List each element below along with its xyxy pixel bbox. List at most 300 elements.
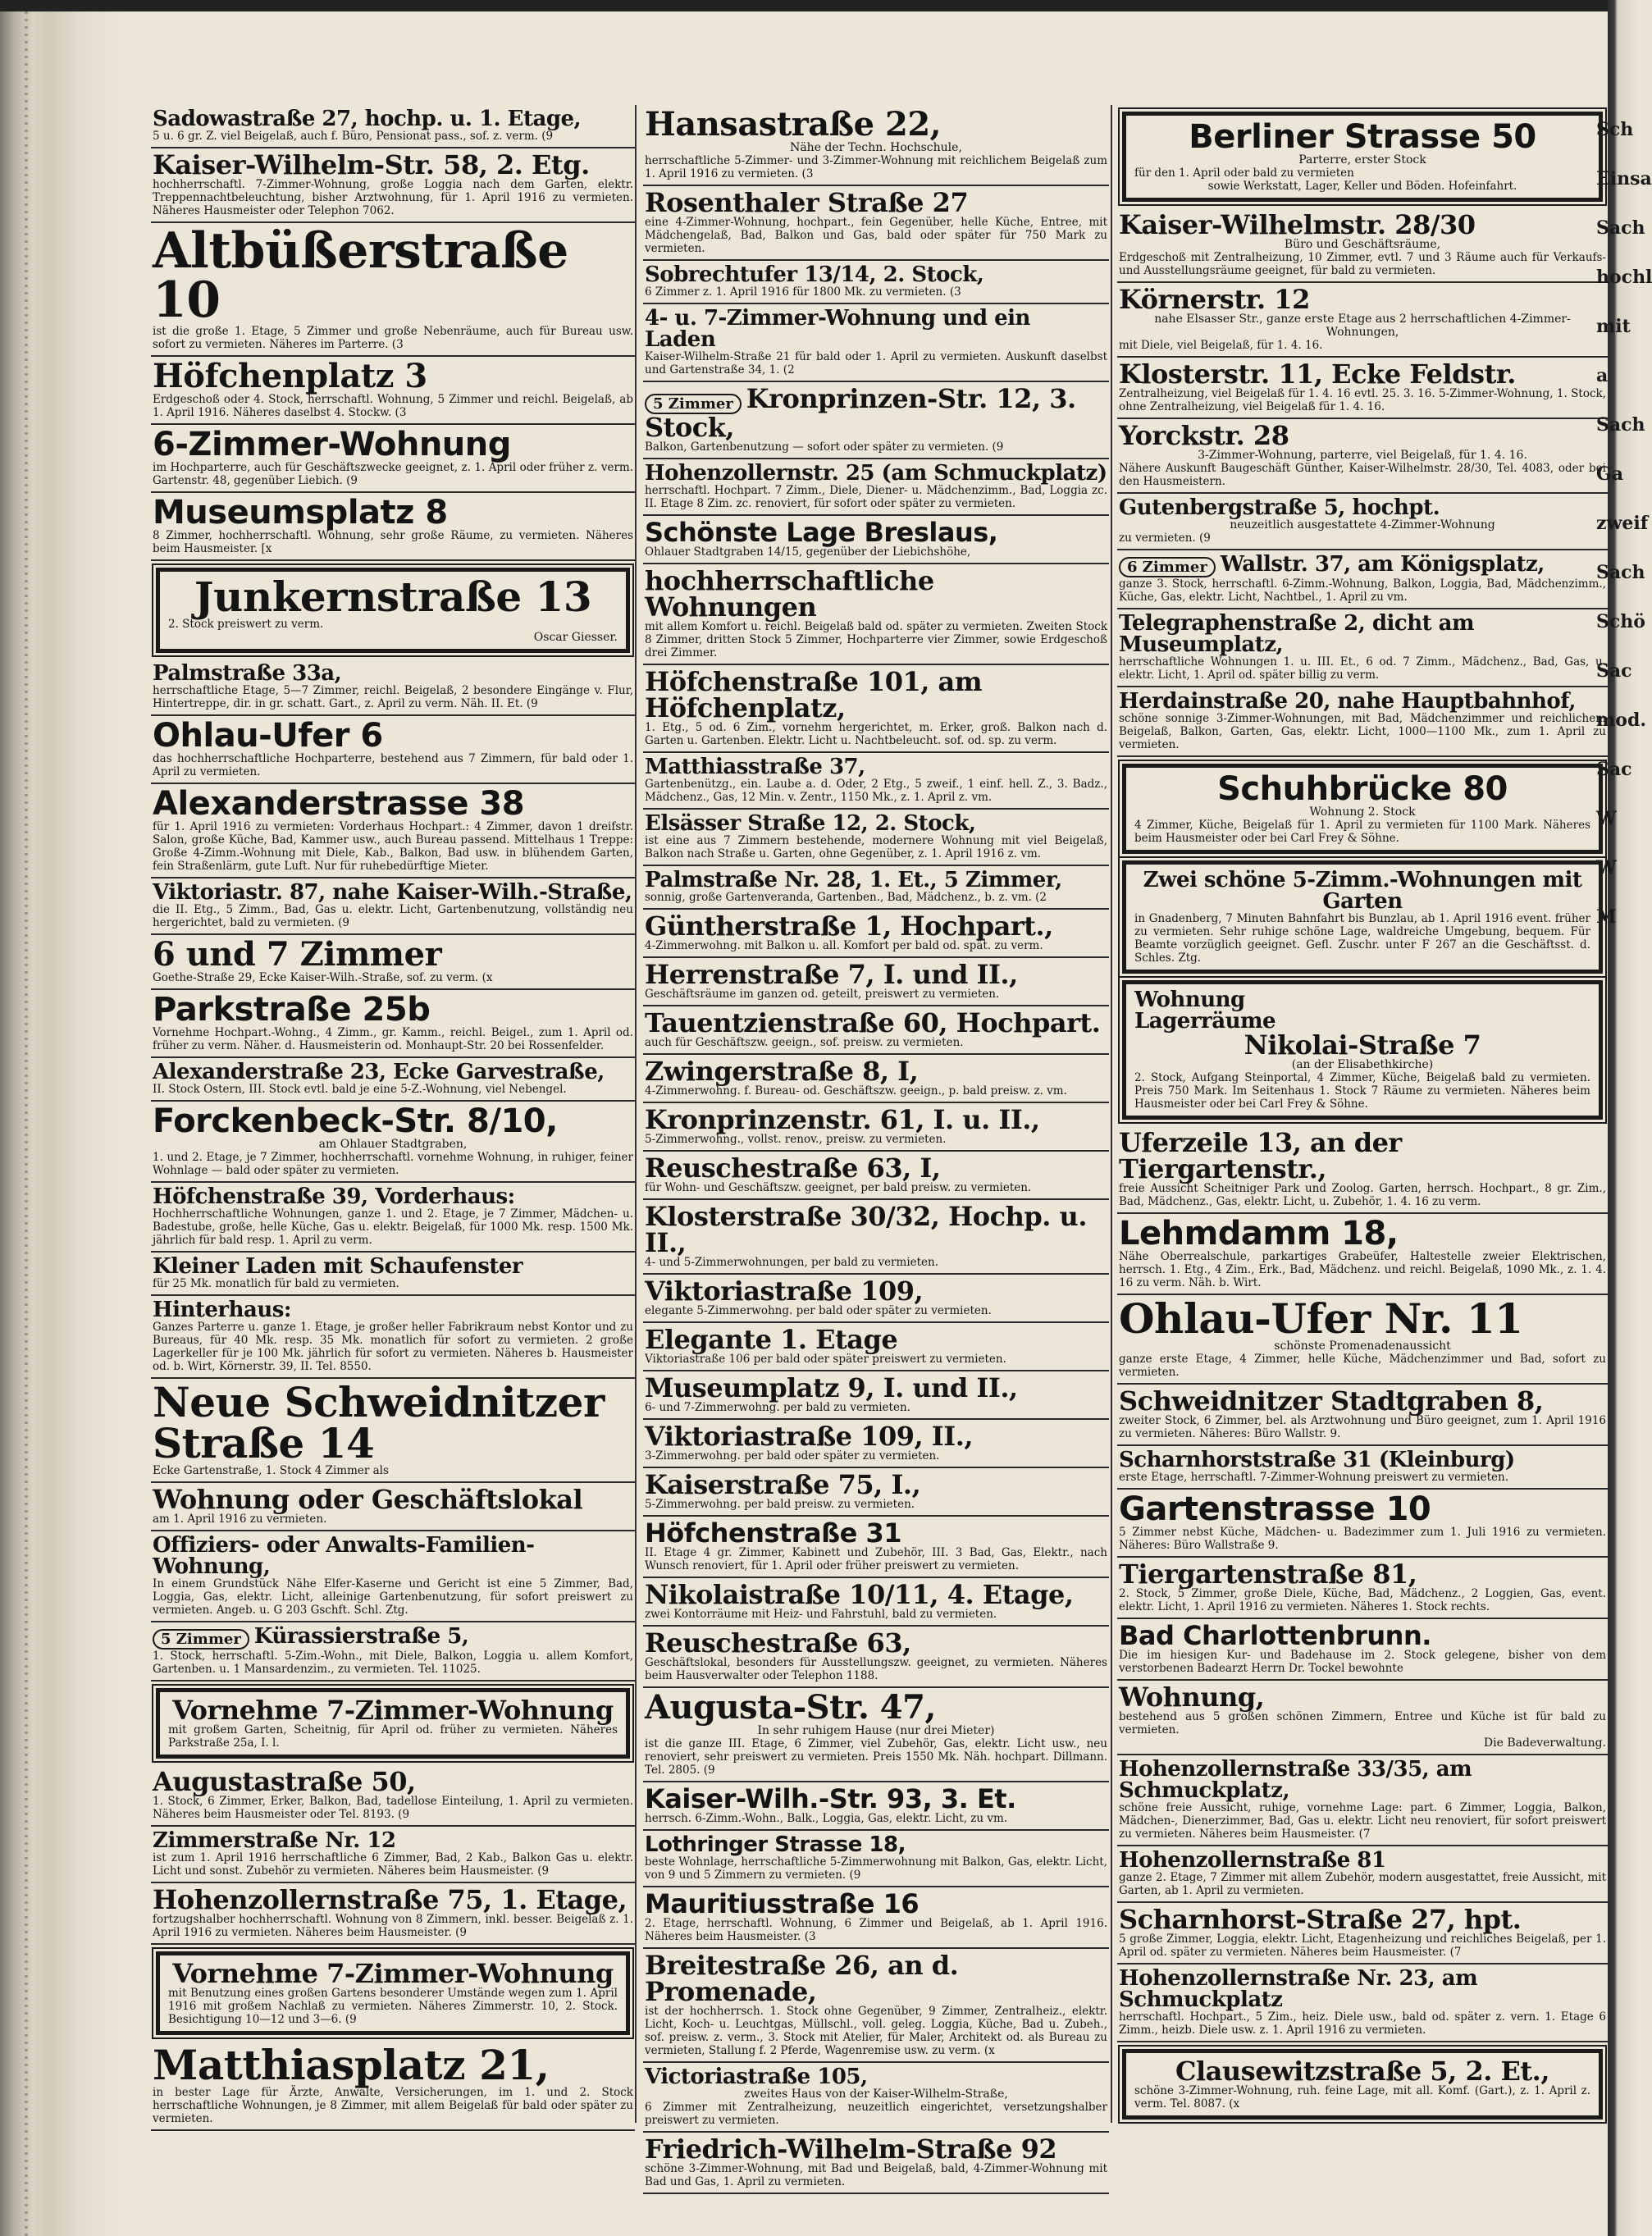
ad-heading: Viktoriastraße 109, II., xyxy=(645,1421,973,1452)
ad-heading: Forckenbeck-Str. 8/10, xyxy=(153,1102,558,1140)
ad-body: beste Wohnlage, herrschaftliche 5-Zimmerwohnung mit Balkon, Gas, elektr. Licht, von 9 und 5 Zimmern zu vermieten. (9 xyxy=(645,1855,1107,1882)
clipped-text: W xyxy=(1596,808,1617,829)
ad-body: 5 Zimmer nebst Küche, Mädchen- u. Badezimmer zum 1. Juli 1916 zu vermieten. Näheres: Büro Wallstraße 9. xyxy=(1119,1526,1606,1552)
advertisement xyxy=(156,568,630,653)
ad-body: bestehend aus 5 großen schönen Zimmern, Entree und Küche ist für bald zu vermieten. xyxy=(1119,1710,1606,1736)
ad-heading: Palmstraße Nr. 28, 1. Et., 5 Zimmer, xyxy=(645,868,1062,892)
ad-heading: Viktoriastraße 109, xyxy=(645,1275,924,1307)
advertisement xyxy=(151,1253,635,1296)
clipped-text: Sac xyxy=(1596,759,1632,780)
ad-body: hochherrschaftl. 7-Zimmer-Wohnung, große Loggia nach dem Garten, elektr. Treppennachtbeleuchtung, bisher Arztwohnung, für 1. April 1916 zu vermieten. Näheres Hausmeister oder Telephon 7062. xyxy=(153,178,633,217)
ad-body: Kaiser-Wilhelm-Straße 21 für bald oder 1. April zu vermieten. Auskunft daselbst und Gartenstraße 34, 1. (2 xyxy=(645,350,1107,376)
advertisement xyxy=(151,223,635,357)
ad-heading: Museumsplatz 8 xyxy=(153,494,448,532)
ad-body: Zentralheizung, viel Beigelaß für 1. 4. 16 evtl. 25. 3. 16. 5-Zimmer-Wohnung, 1. Stock, ohne Zentralheizung, viel Beigelaß für 1. 4. 16. xyxy=(1119,387,1606,413)
ad-body: 4-Zimmerwohng. f. Bureau- od. Geschäftszw. geeign., p. bald preisw. z. vm. xyxy=(645,1084,1067,1097)
advertisement xyxy=(1117,1295,1608,1385)
ad-subheading: nahe Elsasser Str., ganze erste Etage aus 2 herrschaftlichen 4-Zimmer-Wohnungen, xyxy=(1154,313,1571,339)
ad-body: mit Benutzung eines großen Gartens besonderer Umstände wegen zum 1. April 1916 mit großem Nachlaß zu vermieten. Näheres Zimmerstr. 10, 2. Stock. Besichtigung 10—12 und 3—6. (9 xyxy=(168,1987,618,2026)
ad-body: zweiter Stock, 6 Zimmer, bel. als Arztwohnung und Büro geeignet, zum 1. April 1916 zu vermieten. Näheres: Büro Wallstr. 9. xyxy=(1119,1414,1606,1440)
ad-heading: Matthiasstraße 37, xyxy=(645,755,865,779)
ad-body: mit großem Garten, Scheitnig, für April od. früher zu vermieten. Näheres Parkstraße 25a, I. l. xyxy=(168,1723,618,1750)
ad-body: 8 Zimmer, hochherrschaftl. Wohnung, sehr große Räume, zu vermieten. Näheres beim Hausmeister. [x xyxy=(153,529,633,555)
ad-heading: Höfchenplatz 3 xyxy=(153,357,427,395)
ad-body: Nähe Oberrealschule, parkartiges Grabeüfer, Haltestelle zweier Elektrischen, herrsch. 1. Etg., 4 Zim., Erk., Bad, Mädchenz. und reichl. Beigelaß, 1090 Mk., z. 1. 4. 16 zu verm. Näh. b. Wirt. xyxy=(1119,1250,1606,1289)
ad-body: 6 Zimmer mit Zentralheizung, neuzeitlich eingerichtet, versetzungshalber preiswert zu vermieten. xyxy=(645,2101,1107,2127)
ad-heading: Gartenstrasse 10 xyxy=(1119,1490,1431,1528)
ad-heading: 4- u. 7-Zimmer-Wohnung und ein Laden xyxy=(645,306,1030,352)
ad-heading: Schuhbrücke 80 xyxy=(1217,770,1508,808)
advertisement xyxy=(643,186,1109,261)
ad-body: II. Stock Ostern, III. Stock evtl. bald je eine 5-Z.-Wohnung, viel Nebengel. xyxy=(153,1083,567,1096)
advertisement xyxy=(1122,112,1603,202)
advertisement xyxy=(643,1949,1109,2063)
ad-subheading: schönste Promenadenaussicht xyxy=(1274,1339,1451,1353)
ad-body: 2. Etage, herrschaftl. Wohnung, 6 Zimmer und Beigelaß, ab 1. April 1916. Näheres beim Hausmeister. (3 xyxy=(645,1917,1107,1943)
advertisement xyxy=(643,1371,1109,1420)
ad-body: Geschäftslokal, besonders für Ausstellungszw. geeignet, zu vermieten. Näheres beim Hausverwalter oder Telephon 1188. xyxy=(645,1656,1107,1682)
label: Wohnung xyxy=(1134,988,1245,1012)
ad-heading: Hohenzollernstr. 25 (am Schmuckplatz) xyxy=(645,461,1107,486)
ad-body: eine 4-Zimmer-Wohnung, hochpart., fein Gegenüber, helle Küche, Entree, mit Mädchengelaß, Bad, Balkon und Gas, bald oder später für 750 Mark zu vermieten. xyxy=(645,216,1107,255)
advertisement xyxy=(156,1951,630,2035)
ad-heading: Höfchenstraße 39, Vorderhaus: xyxy=(153,1184,515,1209)
clipped-text: W xyxy=(1596,857,1617,878)
ad-heading: Zwingerstraße 8, I, xyxy=(645,1056,919,1087)
ad-subheading: zweites Haus von der Kaiser-Wilhelm-Straße, xyxy=(744,2088,1008,2101)
ad-body: 1. Stock, herrschaftl. 5-Zim.-Wohn., mit Diele, Balkon, Loggia u. allem Komfort, Gartenben. u. 1 Mansardenzim., zu vermieten. Tel. 11025. xyxy=(153,1650,633,1676)
advertisement xyxy=(643,1782,1109,1831)
ad-body: herrschaftliche 5-Zimmer- und 3-Zimmer-Wohnung mit reichlichem Beigelaß zum 1. April 1916 zu vermieten. (3 xyxy=(645,154,1107,180)
ad-heading: Hohenzollernstraße 33/35, am Schmuckplatz, xyxy=(1119,1757,1472,1803)
ad-body: Erdgeschoß mit Zentralheizung, 10 Zimmer, evtl. 7 und 3 Räume auch für Verkaufs- und Ausstellungsräume geeignet, für bald zu vermieten. xyxy=(1119,251,1606,277)
advertisement xyxy=(643,665,1109,753)
ad-heading: Wallstr. 37, am Königsplatz, xyxy=(1220,552,1545,577)
advertisement xyxy=(1117,208,1608,283)
ad-heading: Zimmerstraße Nr. 12 xyxy=(153,1828,396,1853)
advertisement xyxy=(643,810,1109,866)
ad-signature: Die Badeverwaltung. xyxy=(1483,1736,1606,1750)
ad-body: 6 Zimmer z. 1. April 1916 für 1800 Mk. zu vermieten. (3 xyxy=(645,285,961,299)
ad-body: 2. Stock, Aufgang Steinportal, 4 Zimmer, Küche, Beigelaß bald zu vermieten. Preis 750 Mark. Im Seitenhaus 1. Stock 7 Räume zu vermieten. Näheres beim Hausmeister oder bei Carl Frey & Söhne. xyxy=(1134,1071,1590,1111)
ad-body: herrschaftl. Hochpart. 7 Zimm., Diele, Diener- u. Mädchenzimm., Bad, Loggia zc. II. Etage 8 Zim. zc. renoviert, für sofort oder später zu vermieten. xyxy=(645,484,1107,510)
advertisement xyxy=(643,1578,1109,1627)
ad-body: schöne sonnige 3-Zimmer-Wohnungen, mit Bad, Mädchenzimmer und reichlichem Beigelaß, Balkon, Garten, Gas, elektr. Licht, 1000—1100 Mk., zum 1. April zu vermieten. xyxy=(1119,712,1606,751)
ad-body: 4-Zimmerwohng. mit Balkon u. all. Komfort per bald od. spät. zu verm. xyxy=(645,939,1043,952)
ad-heading: Kaiser-Wilhelm-Str. 58, 2. Etg. xyxy=(153,149,590,180)
ad-heading: Höfchenstraße 101, am Höfchenplatz, xyxy=(645,666,983,723)
ad-heading: Reuschestraße 63, I, xyxy=(645,1152,941,1184)
ad-heading: Kronprinzenstr. 61, I. u. II., xyxy=(645,1104,1040,1135)
ad-heading: Klosterstraße 30/32, Hochp. u. II., xyxy=(645,1201,1087,1258)
ad-heading: Schönste Lage Breslaus, xyxy=(645,517,998,548)
ad-subheading: Büro und Geschäftsräume, xyxy=(1284,238,1441,251)
advertisement xyxy=(643,910,1109,958)
ad-body: das hochherrschaftliche Hochparterre, bestehend aus 7 Zimmern, für bald oder 1. April zu vermieten. xyxy=(153,752,633,778)
ad-heading: Hinterhaus: xyxy=(153,1298,291,1322)
ad-body: herrschaftliche Etage, 5—7 Zimmer, reichl. Beigelaß, 2 besondere Eingänge v. Flur, Hintertreppe, dir. in gr. schatt. Gart., z. April zu verm. Näh. II. Et. (9 xyxy=(153,684,633,710)
advertisement xyxy=(643,516,1109,564)
ad-body: schöne 3-Zimmer-Wohnung, ruh. feine Lage, mit all. Komf. (Gart.), z. 1. April z. verm. Tel. 8087. (x xyxy=(1134,2084,1590,2111)
advertisement xyxy=(151,878,635,935)
ad-body: herrschaftliche Wohnungen 1. u. III. Et., 6 od. 7 Zimm., Mädchenz., Bad, Gas, u. elektr. Licht, 1. April od. später billig zu verm. xyxy=(1119,655,1606,682)
ad-heading: Berliner Strasse 50 xyxy=(1189,118,1536,156)
advertisement xyxy=(1117,1126,1608,1214)
ad-subheading: In sehr ruhigem Hause (nur drei Mieter) xyxy=(757,1724,995,1737)
clipped-text: Sach xyxy=(1596,217,1645,239)
ad-subheading: (an der Elisabethkirche) xyxy=(1291,1058,1434,1071)
column-3 xyxy=(1117,105,1608,2126)
ad-heading: Herdainstraße 20, nahe Hauptbahnhof, xyxy=(1119,689,1576,714)
ad-body: sonnig, große Gartenveranda, Gartenben., Bad, Mädchenz., b. z. vm. (2 xyxy=(645,891,1047,904)
ad-heading: Viktoriastr. 87, nahe Kaiser-Wilh.-Straße, xyxy=(153,880,632,905)
ad-body: erste Etage, herrschaftl. 7-Zimmer-Wohnung preiswert zu vermieten. xyxy=(1119,1471,1508,1484)
ad-heading: Scharnhorststraße 31 (Kleinburg) xyxy=(1119,1448,1515,1472)
clipped-text: mit a xyxy=(1596,316,1631,386)
advertisement xyxy=(151,357,635,425)
ad-heading: Museumplatz 9, I. und II., xyxy=(645,1372,1018,1403)
ad-body: ganze 2. Etage, 7 Zimmer mit allem Zubehör, modern ausgestattet, freie Aussicht, mit Garten, ab 1. April zu vermieten. xyxy=(1119,1871,1606,1897)
ad-heading: Mauritiusstraße 16 xyxy=(645,1888,920,1919)
advertisement xyxy=(151,1296,635,1379)
advertisement xyxy=(151,784,635,878)
ad-body: 1. Stock, 6 Zimmer, Erker, Balkon, Bad, tadellose Einteilung, 1. April zu vermieten. Näheres beim Hausmeister oder Tel. 8193. (9 xyxy=(153,1795,633,1821)
ad-body: 6- und 7-Zimmerwohng. per bald zu vermieten. xyxy=(645,1401,910,1414)
ad-heading: Alexanderstraße 23, Ecke Garvestraße, xyxy=(153,1060,605,1084)
ad-heading: 6 und 7 Zimmer xyxy=(153,935,442,974)
advertisement xyxy=(151,148,635,223)
advertisement xyxy=(643,1420,1109,1468)
ad-body: fortzugshalber hochherrschaftl. Wohnung von 8 Zimmern, inkl. besser. Beigelaß z. 1. April 1916 zu vermieten. Näheres beim Hausmeister. (9 xyxy=(153,1913,633,1939)
advertisement xyxy=(1117,550,1608,609)
ad-heading: Kaiser-Wilh.-Str. 93, 3. Et. xyxy=(645,1783,1016,1814)
advertisement xyxy=(151,1765,635,1827)
ad-body: ganze 3. Stock, herrschaftl. 6-Zimm.-Wohnung, Balkon, Loggia, Bad, Mädchenzimm., Küche, Gas, elektr. Licht, Nachtbel., 1. April zu vm. xyxy=(1119,577,1606,604)
adjacent-page-clip xyxy=(1596,105,1652,942)
ad-body: ist die große 1. Etage, 5 Zimmer und große Nebenräume, auch für Bureau usw. sofort zu vermieten. Näheres im Parterre. (3 xyxy=(153,325,633,351)
ad-body: ist die ganze III. Etage, 6 Zimmer, viel Zubehör, Gas, elektr. Licht usw., neu renoviert, sehr preiswert zu vermieten. Preis 1550 Mk. Näh. hochpart. Dillmann. Tel. 2805. (9 xyxy=(645,1737,1107,1777)
clipped-text: Einsa xyxy=(1596,168,1652,189)
ad-body: elegante 5-Zimmerwohng. per bald oder später zu vermieten. xyxy=(645,1304,992,1317)
advertisement xyxy=(1117,1558,1608,1619)
ad-heading: Güntherstraße 1, Hochpart., xyxy=(645,910,1053,942)
ad-body: für 1. April 1916 zu vermieten: Vorderhaus Hochpart.: 4 Zimmer, davon 1 dreifstr. Salon, große Küche, Bad, Kammer usw., auch Bureau passend. Mittelhaus 1 Treppe: Große 4-Zimm.-Wohnung mit Diele, Kab., Balkon, Bad usw. in blühendem Garten, fein Straßenlärm, gute Luft. Nur für ruhebedürftige Mieter. xyxy=(153,820,633,873)
ad-body: für 25 Mk. monatlich für bald zu vermieten. xyxy=(153,1277,399,1290)
ad-body: 1. und 2. Etage, je 7 Zimmer, hochherrschaftl. vornehme Wohnung, in ruhiger, feiner Wohnlage — bald oder später zu vermieten. xyxy=(153,1151,633,1177)
advertisement xyxy=(1117,358,1608,419)
ad-heading: Sadowastraße 27, hochp. u. 1. Etage, xyxy=(153,107,582,131)
clipped-text: mod. xyxy=(1596,710,1646,731)
advertisement xyxy=(643,1152,1109,1200)
ad-heading: Parkstraße 25b xyxy=(153,991,431,1029)
advertisement xyxy=(151,935,635,990)
ad-heading: Sobrechtufer 13/14, 2. Stock, xyxy=(645,262,984,287)
ad-heading: Wohnung, xyxy=(1119,1682,1265,1713)
ad-body: im Hochparterre, auch für Geschäftszwecke geeignet, z. 1. April oder früher z. verm. Gartenstr. 48, gegenüber Liebich. (9 xyxy=(153,461,633,487)
ad-body: für Wohn- und Geschäftszw. geeignet, per bald preisw. zu vermieten. xyxy=(645,1181,1032,1194)
ad-heading: Elsässer Straße 12, 2. Stock, xyxy=(645,811,976,836)
ad-heading: Hohenzollernstraße 75, 1. Etage, xyxy=(153,1884,627,1915)
ad-heading: Bad Charlottenbrunn. xyxy=(1119,1620,1431,1651)
advertisement xyxy=(151,1058,635,1102)
ad-body: Gartenbenützg., ein. Laube a. d. Oder, 2 Etg., 5 zweif., 1 einf. hell. Z., 3. Badz., Mädchenz., Gas, 12 Min. v. Zentr., 1150 Mk., z. 1. April z. vm. xyxy=(645,778,1107,804)
advertisement xyxy=(643,1200,1109,1275)
ad-heading: Lehmdamm 18, xyxy=(1119,1215,1399,1253)
ad-body: 4- und 5-Zimmerwohnungen, per bald zu vermieten. xyxy=(645,1256,939,1269)
advertisement xyxy=(1117,1214,1608,1295)
ad-heading: Klosterstr. 11, Ecke Feldstr. xyxy=(1119,358,1516,390)
room-count-badge: 6 Zimmer xyxy=(1119,557,1216,577)
advertisement xyxy=(1122,860,1603,974)
advertisement xyxy=(643,2063,1109,2133)
clipped-text: M xyxy=(1596,906,1617,928)
advertisement xyxy=(643,1887,1109,1949)
advertisement xyxy=(151,425,635,493)
advertisement xyxy=(1117,1446,1608,1490)
advertisement xyxy=(643,261,1109,304)
advertisement xyxy=(643,1323,1109,1371)
advertisement xyxy=(151,1531,635,1622)
advertisement xyxy=(151,493,635,561)
ad-heading: Offiziers- oder Anwalts-Familien-Wohnung, xyxy=(153,1533,535,1579)
ad-heading: Zwei schöne 5-Zimm.-Wohnungen mit Garten xyxy=(1143,868,1582,914)
advertisement xyxy=(151,1827,635,1883)
advertisement xyxy=(156,1688,630,1759)
ad-heading: hochherrschaftliche Wohnungen xyxy=(645,565,934,623)
column-1 xyxy=(151,105,635,2131)
ad-heading: Victoriastraße 105, xyxy=(645,2065,868,2089)
advertisement xyxy=(643,1517,1109,1578)
ad-body: sowie Werkstatt, Lager, Keller und Böden. Hofeinfahrt. xyxy=(1207,180,1517,193)
ad-heading: Vornehme 7-Zimmer-Wohnung xyxy=(172,1695,614,1726)
ad-subheading: Wohnung 2. Stock xyxy=(1309,805,1416,819)
room-count-badge: 5 Zimmer xyxy=(153,1629,249,1650)
ad-heading: Nikolai-Straße 7 xyxy=(1244,1029,1481,1061)
clipped-text: Sach xyxy=(1596,562,1645,583)
advertisement xyxy=(643,105,1109,186)
advertisement xyxy=(643,753,1109,810)
advertisement xyxy=(151,1622,635,1682)
advertisement xyxy=(643,304,1109,382)
ad-heading: Ohlau-Ufer 6 xyxy=(153,717,383,755)
advertisement xyxy=(1122,980,1603,1120)
clipped-text: zweif xyxy=(1596,513,1649,534)
ad-body: herrsch. 6-Zimm.-Wohn., Balk., Loggia, Gas, elektr. Licht, zu vm. xyxy=(645,1812,1008,1825)
advertisement xyxy=(643,2133,1109,2194)
ad-heading: Nikolaistraße 10/11, 4. Etage, xyxy=(645,1579,1074,1610)
ad-body: ist eine aus 7 Zimmern bestehende, modernere Wohnung mit viel Beigelaß, Balkon nach Straße u. Garten, ohne Gegenüber, z. 1. April 1916 z. vm. xyxy=(645,834,1107,860)
ad-body: zu vermieten. (9 xyxy=(1119,532,1211,545)
ad-heading: Hansastraße 22, xyxy=(645,105,942,144)
column-rule xyxy=(635,105,637,2123)
advertisement xyxy=(1117,1385,1608,1446)
ad-body: Vornehme Hochpart.-Wohng., 4 Zimm., gr. Kamm., reichl. Beigel., zum 1. April od. früher zu verm. Näher. d. Hausmeisterin od. Monhaupt-Str. 20 bei Rossenfelder. xyxy=(153,1026,633,1052)
ad-body: 5 u. 6 gr. Z. viel Beigelaß, auch f. Büro, Pensionat pass., sof. z. verm. (9 xyxy=(153,130,554,143)
clipped-text: hochl xyxy=(1596,267,1652,288)
ad-body: für den 1. April oder bald zu vermieten xyxy=(1134,167,1354,180)
ad-heading: Breitestraße 26, an d. Promenade, xyxy=(645,1950,959,2007)
ad-body: 2. Stock, 5 Zimmer, große Diele, Küche, Bad, Mädchenz., 2 Loggien, Gas, event. elektr. Licht, 1. April 1916 zu vermieten. Näheres 1. Stock rechts. xyxy=(1119,1587,1606,1613)
room-count-badge: 5 Zimmer xyxy=(645,394,742,414)
advertisement xyxy=(643,1055,1109,1103)
advertisement xyxy=(151,1483,635,1531)
ad-heading: Lothringer Strasse 18, xyxy=(645,1832,906,1857)
ad-heading: Rosenthaler Straße 27 xyxy=(645,187,969,218)
advertisement xyxy=(151,990,635,1058)
advertisement xyxy=(1117,1755,1608,1846)
ad-heading: Kaiserstraße 75, I., xyxy=(645,1469,921,1500)
ad-heading: Matthiasplatz 21, xyxy=(153,2041,550,2089)
ad-signature: Oscar Giesser. xyxy=(533,631,618,644)
ad-heading: Höfchenstraße 31 xyxy=(645,1517,902,1549)
advertisement xyxy=(643,1006,1109,1055)
ad-heading: Ohlau-Ufer Nr. 11 xyxy=(1119,1294,1523,1343)
ad-body: Viktoriastraße 106 per bald oder später preiswert zu vermieten. xyxy=(645,1353,1006,1366)
ad-body: ist der hochherrsch. 1. Stock ohne Gegenüber, 9 Zimmer, Zentralheiz., elektr. Licht, Koch- u. Leuchtgas, Müllschl., voll. geleg. Loggia, Küche, Bad u. Zubeh., sof. preisw. z. verm., 3. Stock mit Atelier, für Maler, Architekt od. als Bureau zu vermieten, Stallung f. 2 Pferde, Wagenremise usw. zu verm. (x xyxy=(645,2005,1107,2057)
ad-heading: Wohnung oder Geschäftslokal xyxy=(153,1484,583,1515)
advertisement xyxy=(643,958,1109,1006)
ad-body: 1. Etg., 5 od. 6 Zim., vornehm hergerichtet, m. Erker, groß. Balkon nach d. Garten u. Gartenben. Elektr. Licht u. Nachtbeleucht. sof. od. sp. zu verm. xyxy=(645,721,1107,747)
ad-body: 4 Zimmer, Küche, Beigelaß für 1. April zu vermieten für 1100 Mark. Näheres beim Hausmeister oder bei Carl Frey & Söhne. xyxy=(1134,819,1590,845)
advertisement xyxy=(1117,687,1608,757)
advertisement xyxy=(151,1883,635,1945)
ad-subheading: neuzeitlich ausgestattete 4-Zimmer-Wohnung xyxy=(1230,518,1495,532)
clipped-text: Schö xyxy=(1596,611,1645,632)
advertisement xyxy=(1117,1619,1608,1681)
ad-heading: Alexanderstrasse 38 xyxy=(153,785,525,823)
ad-heading: Reuschestraße 63, xyxy=(645,1627,911,1659)
advertisement xyxy=(1117,1490,1608,1558)
top-edge xyxy=(0,0,1641,11)
ad-body: zwei Kontorräume mit Heiz- und Fahrstuhl, bald zu vermieten. xyxy=(645,1608,997,1621)
advertisement xyxy=(643,1831,1109,1887)
ad-heading: Neue Schweidnitzer Straße 14 xyxy=(153,1378,605,1467)
book-binding xyxy=(0,0,123,2236)
ad-body: Balkon, Gartenbenutzung — sofort oder später zu vermieten. (9 xyxy=(645,440,1004,454)
ad-body: Hochherrschaftliche Wohnungen, ganze 1. und 2. Etage, je 7 Zimmer, Mädchen- u. Badestube, große, helle Küche, Gas u. elektr. Beigelaß, für 1000 Mk. resp. 1500 Mk. jährlich für bald resp. 1. April zu verm. xyxy=(153,1207,633,1247)
ad-heading: Gutenbergstraße 5, hochpt. xyxy=(1119,495,1440,520)
advertisement xyxy=(643,1275,1109,1323)
advertisement xyxy=(1117,1903,1608,1964)
advertisement xyxy=(643,866,1109,910)
advertisement xyxy=(151,2042,635,2131)
ad-heading: Tiergartenstraße 81, xyxy=(1119,1558,1417,1590)
advertisement xyxy=(643,382,1109,459)
advertisement xyxy=(643,459,1109,516)
ad-body: schöne 3-Zimmer-Wohnung, mit Bad und Beigelaß, bald, 4-Zimmer-Wohnung mit Bad und Gas, 1. April zu vermieten. xyxy=(645,2162,1107,2188)
ad-heading: Junkernstraße 13 xyxy=(194,573,592,621)
ad-heading: Palmstraße 33a, xyxy=(153,661,342,686)
ad-body: auch für Geschäftszw. geeign., sof. preisw. zu vermieten. xyxy=(645,1036,964,1049)
ad-heading: Schweidnitzer Stadtgraben 8, xyxy=(1119,1385,1544,1417)
ad-heading: Uferzeile 13, an der Tiergartenstr., xyxy=(1119,1127,1402,1184)
ad-heading: Augusta-Str. 47, xyxy=(645,1688,936,1727)
advertisement xyxy=(643,1627,1109,1688)
ad-heading: Clausewitzstraße 5, 2. Et., xyxy=(1175,2056,1549,2087)
ad-heading: Yorckstr. 28 xyxy=(1119,420,1289,451)
clipped-text: Ga xyxy=(1596,463,1624,485)
ad-heading: Herrenstraße 7, I. und II., xyxy=(645,959,1018,990)
ad-body: Geschäftsräume im ganzen od. geteilt, preiswert zu vermieten. xyxy=(645,988,1000,1001)
ad-heading: Friedrich-Wilhelm-Straße 92 xyxy=(645,2133,1057,2165)
advertisement xyxy=(1117,283,1608,358)
ad-body: II. Etage 4 gr. Zimmer, Kabinett und Zubehör, III. 3 Bad, Gas, Elektr., nach Wunsch renoviert, für 1. April oder früher preiswert zu vermieten. xyxy=(645,1546,1107,1572)
ad-body: schöne freie Aussicht, ruhige, vornehme Lage: part. 6 Zimmer, Loggia, Balkon, Mädchen-, Dienerzimmer, Bad, Gas u. elektr. Licht neu renoviert, für sofort preiswert zu vermieten. Näheres beim Hausmeister. (7 xyxy=(1119,1801,1606,1841)
clipped-text: Sch xyxy=(1596,119,1634,140)
ad-body: Die im hiesigen Kur- und Badehause im 2. Stock gelegene, bisher von dem verstorbenen Badearzt Herrn Dr. Tockel bewohnte xyxy=(1119,1649,1606,1675)
ad-body: 3-Zimmerwohng. per bald oder später zu vermieten. xyxy=(645,1449,940,1463)
ad-subheading: am Ohlauer Stadtgraben, xyxy=(318,1138,468,1151)
ad-body: 5-Zimmerwohng., vollst. renov., preisw. zu vermieten. xyxy=(645,1133,947,1146)
ad-body: herrschaftl. Hochpart., 5 Zim., heiz. Diele usw., bald od. später z. vern. 1. Etage 6 Zimm., heizb. Diele usw. z. 1. April 1916 zu vermieten. xyxy=(1119,2010,1606,2037)
ad-body: Erdgeschoß oder 4. Stock, herrschaftl. Wohnung, 5 Zimmer und reichl. Beigelaß, ab 1. April 1916. Näheres daselbst 4. Stockw. (3 xyxy=(153,393,633,419)
advertisement xyxy=(643,1688,1109,1782)
advertisement xyxy=(1122,2049,1603,2120)
ad-heading: Tauentzienstraße 60, Hochpart. xyxy=(645,1007,1101,1038)
advertisement xyxy=(1117,609,1608,687)
clipped-text: Sac xyxy=(1596,660,1632,682)
ad-heading: Altbüßerstraße 10 xyxy=(153,222,568,329)
advertisement xyxy=(643,1103,1109,1152)
ad-heading: Scharnhorst-Straße 27, hpt. xyxy=(1119,1904,1522,1935)
ad-body: In einem Grundstück Nähe Elfer-Kaserne und Gericht ist eine 5 Zimmer, Bad, Loggia, Gas, elektr. Licht, alleinige Gartenbenutzung, für sofort preiswert zu vermieten. Angeb. u. G 203 Gschft. Schl. Ztg. xyxy=(153,1577,633,1617)
advertisement xyxy=(1117,1846,1608,1903)
advertisement xyxy=(151,1183,635,1253)
ad-body: 2. Stock preiswert zu verm. xyxy=(168,618,324,631)
advertisement xyxy=(643,1468,1109,1517)
advertisement xyxy=(151,105,635,148)
ad-body: ganze erste Etage, 4 Zimmer, helle Küche, Mädchenzimmer und Bad, sofort zu vermieten. xyxy=(1119,1353,1606,1379)
ad-subheading: Parterre, erster Stock xyxy=(1298,153,1426,167)
advertisement xyxy=(1117,1964,1608,2042)
ad-heading: Vornehme 7-Zimmer-Wohnung xyxy=(172,1958,614,1989)
advertisement xyxy=(1117,494,1608,550)
ad-body: 5 große Zimmer, Loggia, elektr. Licht, Etagenheizung und reichliches Beigelaß, per 1. April od. später zu vermieten. Näheres beim Hausmeister. (7 xyxy=(1119,1933,1606,1959)
advertisement xyxy=(1122,764,1603,854)
ad-heading: Kaiser-Wilhelmstr. 28/30 xyxy=(1119,209,1476,240)
advertisement xyxy=(151,1102,635,1183)
ad-body: in Gnadenberg, 7 Minuten Bahnfahrt bis Bunzlau, ab 1. April 1916 event. früher zu vermieten. Sehr ruhige schöne Lage, waldreiche Umgebung, bequem. Für Beamte vorzüglich geeignet. Gefl. Zuschr. unter F 267 an die Geschäftsst. d. Schles. Ztg. xyxy=(1134,912,1590,965)
advertisement xyxy=(151,659,635,716)
advertisement xyxy=(151,1379,635,1483)
advertisement xyxy=(1117,419,1608,494)
column-2 xyxy=(643,105,1109,2194)
ad-body: Ohlauer Stadtgraben 14/15, gegenüber der Liebichshöhe, xyxy=(645,545,971,559)
ad-subheading: 3-Zimmer-Wohnung, parterre, viel Beigelaß, für 1. 4. 16. xyxy=(1198,449,1527,462)
ad-body: die II. Etg., 5 Zimm., Bad, Gas u. elektr. Licht, Gartenbenutzung, vollständig neu hergerichtet, bald zu vermieten. (9 xyxy=(153,903,633,929)
label: Lagerräume xyxy=(1134,1009,1276,1034)
ad-body: 5-Zimmerwohng. per bald preisw. zu vermieten. xyxy=(645,1498,915,1511)
ad-heading: Kronprinzen-Str. 12, 3. Stock, xyxy=(645,383,1076,443)
ad-subheading: Nähe der Techn. Hochschule, xyxy=(790,141,962,154)
ad-heading: Telegraphenstraße 2, dicht am Museumplatz, xyxy=(1119,611,1475,657)
ad-body: mit Diele, viel Beigelaß, für 1. 4. 16. xyxy=(1119,339,1323,352)
ad-body: Ganzes Parterre u. ganze 1. Etage, je großer heller Fabrikraum nebst Kontor und zu Bureaus, für 40 Mk. resp. 35 Mk. monatlich für sofort zu vermieten. 2 große Lagerkeller für je 100 Mk. jährlich für sofort zu vermieten. Näheres b. Hausmeister od. b. Wirt, Körnerstr. 39, II. Tel. 8550. xyxy=(153,1321,633,1373)
advertisement xyxy=(1117,1681,1608,1755)
ad-body: freie Aussicht Scheitniger Park und Zoolog. Garten, herrsch. Hochpart., 8 gr. Zim., Bad, Mädchenz., Gas, elektr. Licht, u. Zubehör, 1. 4. 16 zu verm. xyxy=(1119,1182,1606,1208)
ad-heading: Körnerstr. 12 xyxy=(1119,284,1310,315)
ad-body: am 1. April 1916 zu vermieten. xyxy=(153,1513,327,1526)
ad-heading: Elegante 1. Etage xyxy=(645,1324,898,1355)
advertisement xyxy=(643,564,1109,665)
ad-heading: 6-Zimmer-Wohnung xyxy=(153,426,511,463)
ad-body: Goethe-Straße 29, Ecke Kaiser-Wilh.-Straße, sof. zu verm. (x xyxy=(153,971,493,984)
ad-body: ist zum 1. April 1916 herrschaftliche 6 Zimmer, Bad, 2 Kab., Balkon Gas u. elektr. Licht und sonst. Zubehör zu vermieten. Näheres beim Hausmeister. (9 xyxy=(153,1851,633,1878)
ad-heading: Augustastraße 50, xyxy=(153,1766,416,1797)
ad-body: in bester Lage für Ärzte, Anwälte, Versicherungen, im 1. und 2. Stock herrschaftliche Wohnungen, je 8 Zimmer, mit allem Beigelaß für bald oder später zu vermieten. xyxy=(153,2086,633,2125)
advertisement xyxy=(151,716,635,784)
ad-heading: Hohenzollernstraße 81 xyxy=(1119,1848,1386,1873)
